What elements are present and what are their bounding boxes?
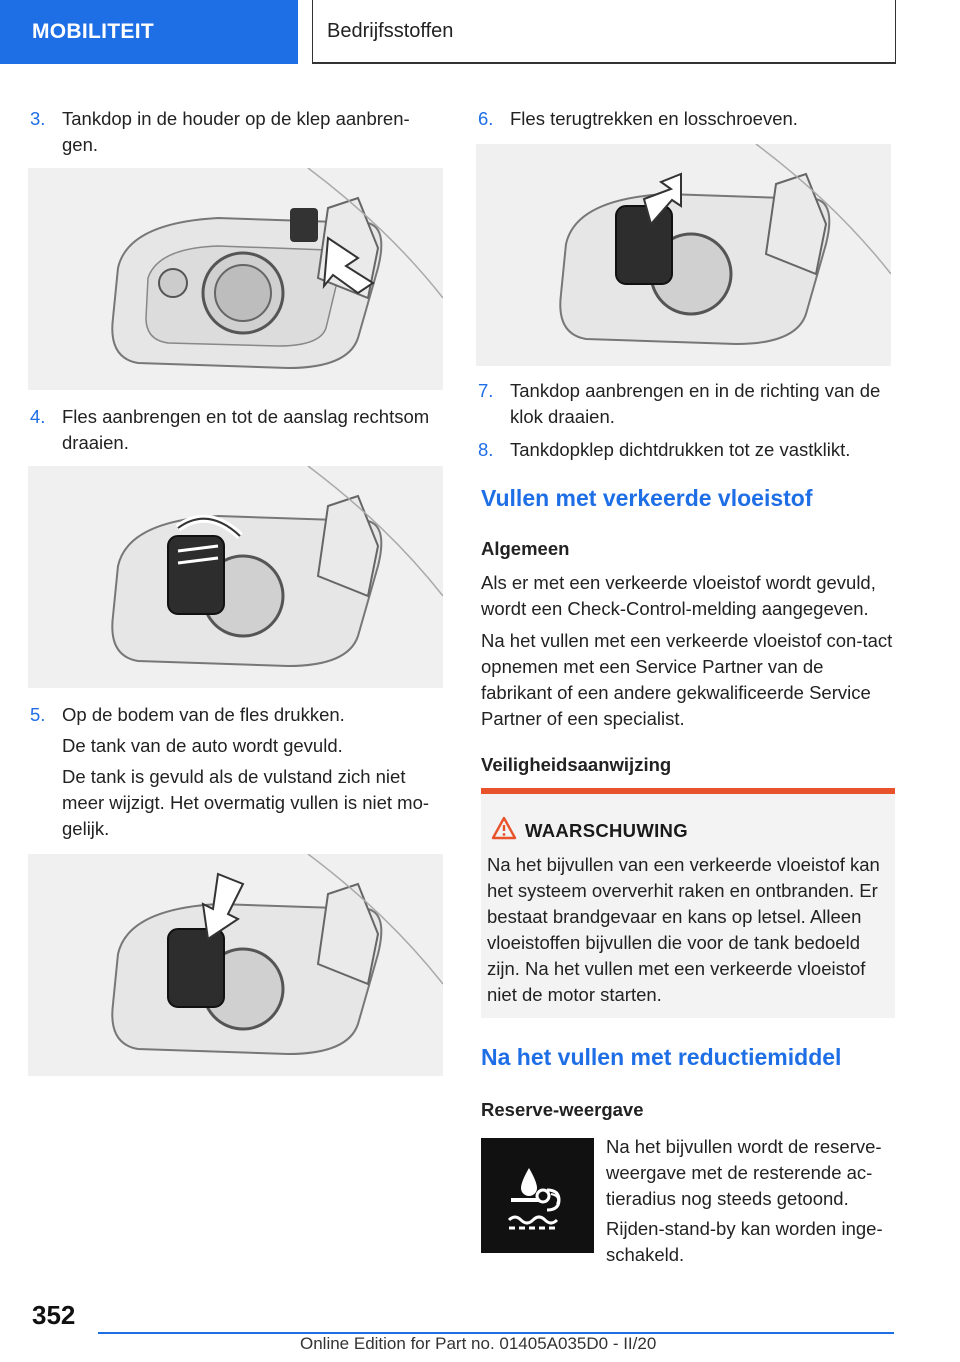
fuel-flap-illustration xyxy=(28,168,443,390)
fuel-flap-illustration xyxy=(476,144,891,366)
warning-title: WAARSCHUWING xyxy=(525,820,688,841)
page-number: 352 xyxy=(32,1300,76,1330)
reserve-indicator-icon xyxy=(481,1138,594,1253)
heading-after-refill: Na het vullen met reductiemiddel xyxy=(481,1044,842,1070)
heading-reserve: Reserve-weergave xyxy=(481,1099,644,1120)
step-number: 8. xyxy=(478,439,494,460)
general-paragraph-1: Als er met een verkeerde vloeistof wordt gevuld, wordt een Check-Control-melding aangegeven. xyxy=(481,572,876,619)
step-text: Fles aanbrengen en tot de aanslag rechtsom draaien. xyxy=(62,406,430,453)
step-text: Op de bodem van de fles drukken. xyxy=(62,704,345,725)
figure-bottle-remove xyxy=(476,144,891,366)
warning-triangle-icon xyxy=(491,816,517,840)
step-text: Fles terugtrekken en losschroeven. xyxy=(510,108,798,129)
step-5-detail-2: De tank is gevuld als de vulstand zich niet meer wijzigt. Het overmatig vullen is niet mo-gelijk. xyxy=(62,766,430,839)
step-number: 5. xyxy=(30,704,46,725)
step-7 xyxy=(478,378,896,430)
warning-box xyxy=(481,788,895,1018)
fuel-flap-illustration xyxy=(28,466,443,688)
step-5-detail-1: De tank van de auto wordt gevuld. xyxy=(62,735,343,756)
warning-text: Na het bijvullen van een verkeerde vloeistof kan het systeem oververhit raken en ontbranden. Er bestaat brandgevaar en kans op letsel. Alleen vloeistoffen bijvullen die voor de tank bedoeld zijn. Na het vullen met een verkeerde vloeistof niet de motor starten. xyxy=(487,854,880,1005)
step-4 xyxy=(30,404,442,456)
section-title: Bedrijfsstoffen xyxy=(312,0,896,64)
reserve-paragraph-2: Rijden-stand-by kan worden inge-schakeld. xyxy=(606,1218,883,1265)
figure-cap-in-holder xyxy=(28,168,443,390)
step-text: Tankdop aanbrengen en in de richting van de klok draaien. xyxy=(510,380,881,427)
heading-general: Algemeen xyxy=(481,538,570,559)
figure-bottle-press xyxy=(28,854,443,1076)
section-tab: MOBILITEIT xyxy=(0,0,298,64)
step-text: Tankdopklep dichtdrukken tot ze vastklikt. xyxy=(510,439,851,460)
step-number: 6. xyxy=(478,108,494,129)
reserve-paragraph-1: Na het bijvullen wordt de reserve-weergave met de resterende ac-tieradius nog steeds getoond. xyxy=(606,1136,882,1209)
heading-safety: Veiligheidsaanwijzing xyxy=(481,754,672,775)
general-paragraph-2: Na het vullen met een verkeerde vloeistof con-tact opnemen met een Service Partner van de fabrikant of een andere gekwalificeerde Service Partner of een specialist. xyxy=(481,630,893,729)
step-text: Tankdop in de houder op de klep aanbren-gen. xyxy=(62,108,410,155)
step-3 xyxy=(30,106,442,158)
step-5 xyxy=(30,702,442,728)
step-number: 7. xyxy=(478,380,494,401)
step-number: 4. xyxy=(30,406,46,427)
fuel-flap-illustration xyxy=(28,854,443,1076)
reductant-reserve-icon xyxy=(481,1138,594,1253)
step-8 xyxy=(478,437,896,463)
step-number: 3. xyxy=(30,108,46,129)
heading-wrong-fluid: Vullen met verkeerde vloeistof xyxy=(481,485,813,511)
edition-text: Online Edition for Part no. 01405A035D0 - II/20 xyxy=(300,1334,657,1353)
figure-bottle-rotate xyxy=(28,466,443,688)
step-6 xyxy=(478,106,896,132)
